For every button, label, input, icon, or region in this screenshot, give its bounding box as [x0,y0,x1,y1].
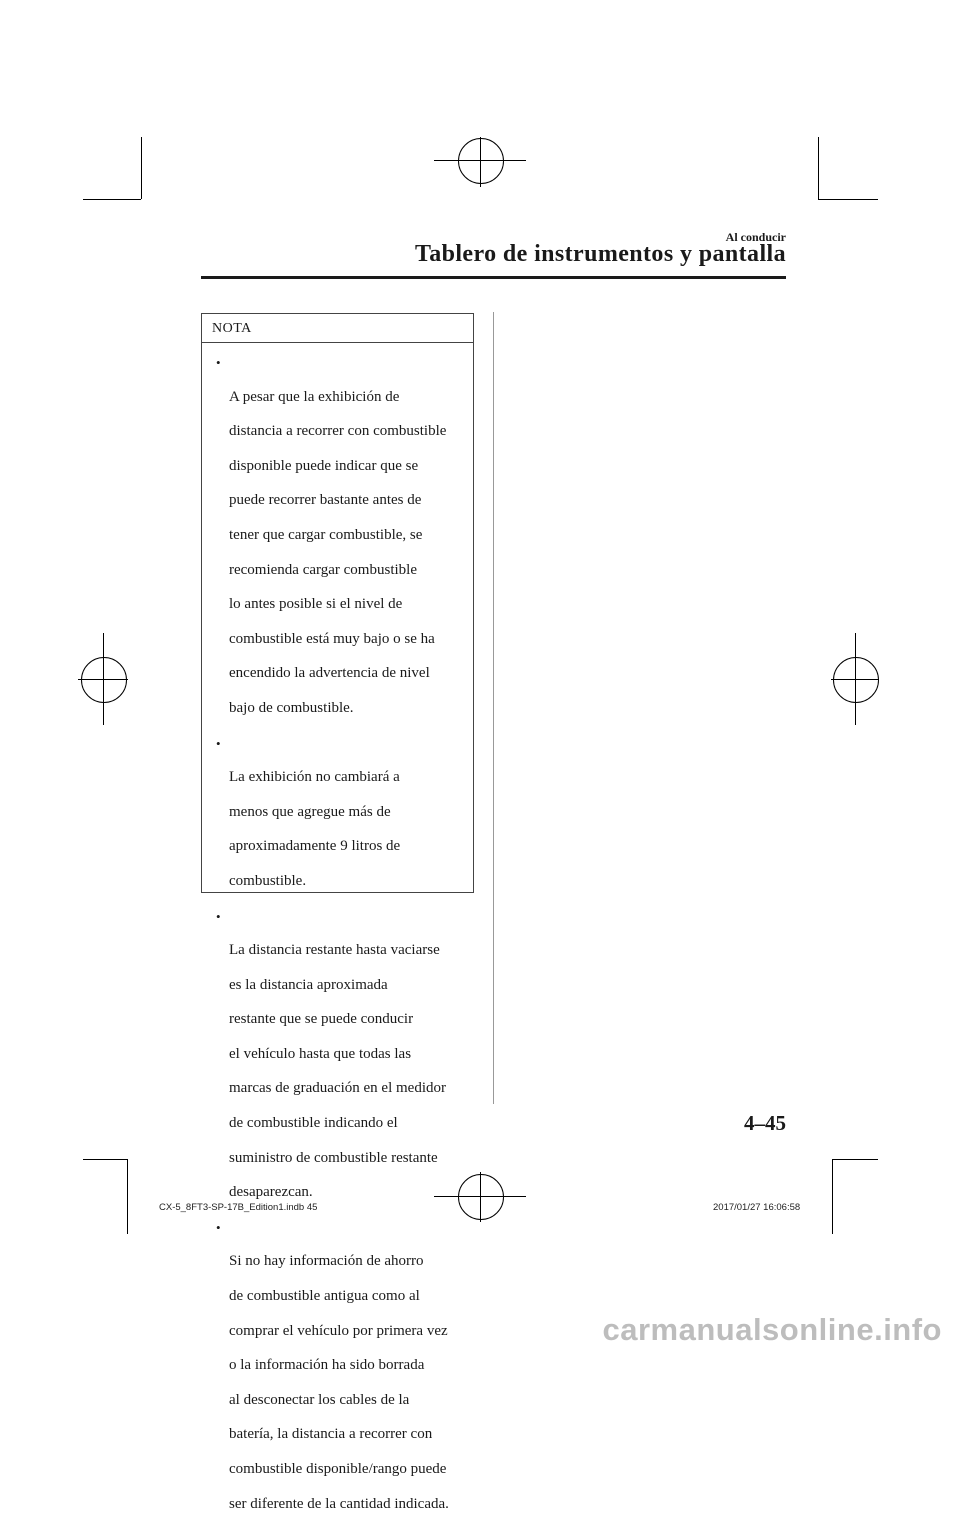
note-line: combustible disponible/rango puede [229,1461,447,1477]
note-line: lo antes posible si el nivel de [229,596,403,613]
note-line: marcas de graduación en el medidor [229,1080,446,1097]
note-item [216,354,467,735]
note-line: combustible está muy bajo o se ha [229,630,435,647]
note-heading: NOTA [202,314,473,343]
note-list [202,343,473,1530]
note-line: aproximadamente 9 litros de [229,838,401,855]
note-line: combustible. [229,872,307,889]
note-item [216,1219,467,1530]
note-line: o la información ha sido borrada [229,1357,425,1374]
note-line: recomienda cargar combustible [229,561,417,578]
note-line: encendido la advertencia de nivel [229,665,430,682]
note-line: de combustible indicando el [229,1115,398,1132]
note-line: La distancia restante hasta vaciarse [229,942,440,959]
note-item [216,735,467,908]
watermark: carmanualsonline.info [602,1312,942,1347]
note-line: ser diferente de la cantidad indicada. [229,1495,449,1512]
note-line: menos que agregue más de [229,803,391,820]
footer-timestamp: 2017/01/27 16:06:58 [713,1202,801,1213]
note-line: tener que cargar combustible, se [229,526,423,543]
bullet-icon: • [216,735,221,751]
note-line: distancia a recorrer con combustible [229,423,447,440]
note-line: bajo de combustible. [229,699,354,716]
note-line: restante que se puede conducir [229,1011,414,1028]
note-line: A pesar que la exhibición de [229,388,400,405]
note-line: Si no hay información de ahorro [229,1253,424,1270]
page-number: 4–45 [744,1111,786,1135]
note-line: es la distancia aproximada [229,976,388,993]
bullet-icon: • [216,1219,221,1235]
note-line: suministro de combustible restante [229,1149,438,1166]
note-line: batería, la distancia a recorrer con [229,1426,433,1443]
note-line: al desconectar los cables de la [229,1391,410,1408]
note-line: de combustible antigua como al [229,1288,420,1305]
bullet-icon: • [216,908,221,924]
note-line: el vehículo hasta que todas las [229,1045,412,1062]
note-line: desaparezcan. [229,1184,313,1201]
note-line: La exhibición no cambiará a [229,769,400,786]
note-item [216,908,467,1219]
section-label: Al conducir [725,230,786,244]
bullet-icon: • [216,355,221,370]
header-rule [201,276,786,279]
note-line: disponible puede indicar que se [229,457,419,474]
footer-file-name: CX-5_8FT3-SP-17B_Edition1.indb 45 [159,1202,318,1213]
section-title: Tablero de instrumentos y pantalla [415,241,786,267]
note-line: puede recorrer bastante antes de [229,492,422,509]
column-divider [493,312,494,1104]
note-line: comprar el vehículo por primera vez [229,1322,448,1339]
